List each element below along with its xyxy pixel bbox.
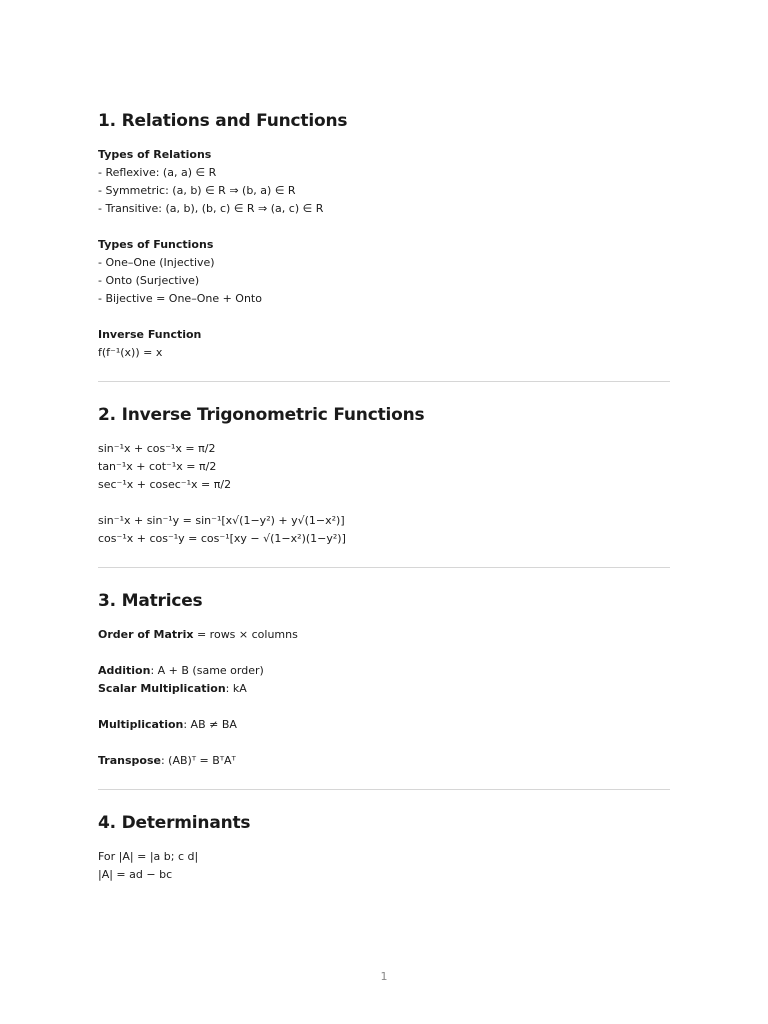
relation-reflexive: - Reflexive: (a, a) ∈ R [98,166,217,179]
trig-sum-cos: cos⁻¹x + cos⁻¹y = cos⁻¹[xy − √(1−x²)(1−y²)] [98,532,346,545]
subheading-inverse-function: Inverse Function [98,328,202,341]
section-title-relations-functions: 1. Relations and Functions [98,111,348,131]
matrix-order-label: Order of Matrix [98,628,194,641]
trig-identity-sec-cosec: sec⁻¹x + cosec⁻¹x = π/2 [98,478,232,491]
matrix-scalar-label: Scalar Multiplication [98,682,226,695]
matrix-scalar [98,680,670,698]
matrix-order [98,626,670,644]
subheading-types-of-relations: Types of Relations [98,148,212,161]
function-onto: - Onto (Surjective) [98,274,200,287]
section-title-determinants: 4. Determinants [98,813,251,833]
matrix-transpose-label: Transpose [98,754,161,767]
matrix-addition-text: : A + B (same order) [150,664,264,677]
section-title-inverse-trig: 2. Inverse Trigonometric Functions [98,405,425,425]
matrix-scalar-text: : kA [225,682,247,695]
trig-identity-tan-cot: tan⁻¹x + cot⁻¹x = π/2 [98,460,217,473]
trig-sum-sin: sin⁻¹x + sin⁻¹y = sin⁻¹[x√(1−y²) + y√(1−x²)] [98,514,345,527]
subheading-types-of-functions: Types of Functions [98,238,214,251]
relation-symmetric: - Symmetric: (a, b) ∈ R ⇒ (b, a) ∈ R [98,184,296,197]
document-page [98,108,670,884]
function-bijective: - Bijective = One–One + Onto [98,292,262,305]
determinant-formula: |A| = ad − bc [98,868,173,881]
relation-transitive: - Transitive: (a, b), (b, c) ∈ R ⇒ (a, c) ∈ R [98,202,324,215]
matrix-transpose [98,752,670,770]
matrix-multiplication-text: : AB ≠ BA [183,718,237,731]
function-one-one: - One–One (Injective) [98,256,215,269]
page-number: 1 [380,970,388,983]
section-title-matrices: 3. Matrices [98,591,203,611]
matrix-multiplication-label: Multiplication [98,718,184,731]
matrix-addition-label: Addition [98,664,151,677]
inverse-function-formula: f(f⁻¹(x)) = x [98,346,163,359]
determinant-definition: For |A| = |a b; c d| [98,850,199,863]
matrix-addition [98,662,670,680]
matrix-multiplication [98,716,670,734]
trig-identity-sin-cos: sin⁻¹x + cos⁻¹x = π/2 [98,442,216,455]
matrix-transpose-text: : (AB)ᵀ = BᵀAᵀ [160,754,236,767]
matrix-order-text: = rows × columns [193,628,298,641]
